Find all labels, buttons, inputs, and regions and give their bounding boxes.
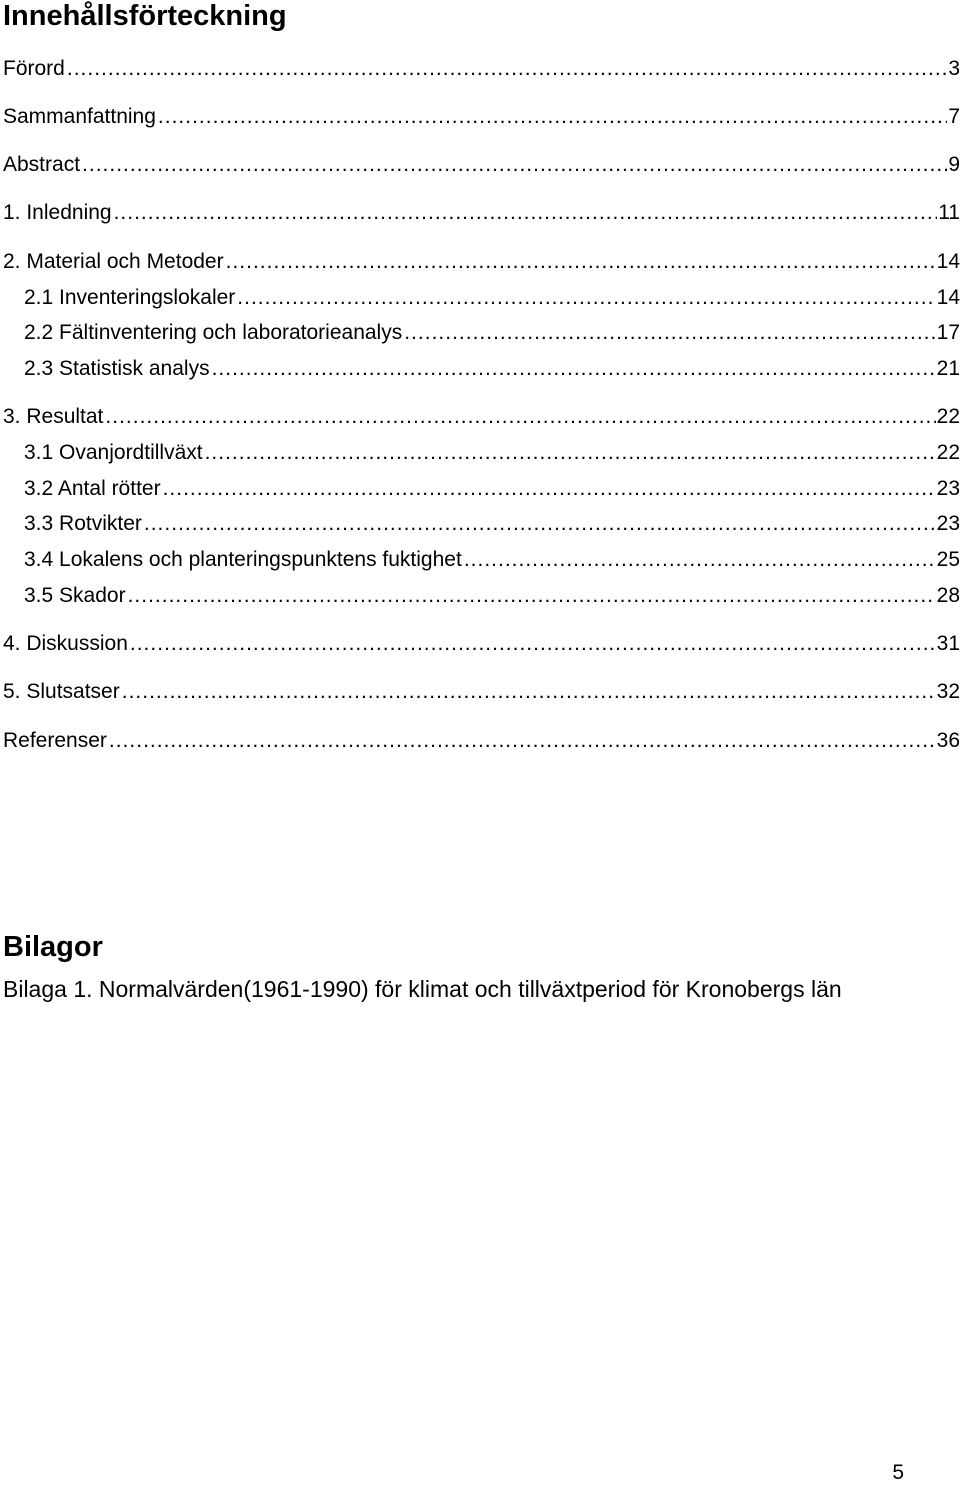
toc-entry-page: 32 — [936, 680, 960, 703]
toc-entry-page: 11 — [938, 201, 960, 224]
toc-entry-label: 3.4 Lokalens och planteringspunktens fuktighet — [24, 548, 462, 571]
toc-entry-material-och-metoder[interactable] — [3, 247, 960, 277]
toc-entry-page: 23 — [936, 477, 960, 500]
toc-entry-label: 2. Material och Metoder — [3, 250, 224, 273]
toc-entry-skador[interactable] — [24, 581, 960, 611]
page-number: 5 — [892, 1461, 904, 1484]
toc-entry-label: 2.2 Fältinventering och laboratorieanalys — [24, 321, 403, 344]
toc-entry-label: 2.1 Inventeringslokaler — [24, 286, 236, 309]
toc-entry-forord[interactable] — [3, 54, 960, 84]
dot-leader — [109, 726, 936, 756]
toc-title: Innehållsförteckning — [3, 0, 287, 32]
dot-leader — [82, 150, 947, 180]
dot-leader — [226, 247, 936, 277]
toc-entry-abstract[interactable] — [3, 150, 960, 180]
toc-entry-page: 14 — [936, 250, 960, 273]
dot-leader — [130, 629, 936, 659]
toc-entry-page: 9 — [948, 153, 960, 176]
toc-entry-resultat[interactable] — [3, 402, 960, 432]
toc-entry-page: 21 — [936, 357, 960, 380]
toc-entry-label: Sammanfattning — [3, 105, 156, 128]
toc-entry-statistisk-analys[interactable] — [24, 354, 960, 384]
toc-entry-page: 22 — [936, 405, 960, 428]
toc-entry-page: 7 — [948, 105, 960, 128]
toc-entry-label: 5. Slutsatser — [3, 680, 120, 703]
dot-leader — [404, 318, 935, 348]
dot-leader — [105, 402, 935, 432]
toc-entry-label: 4. Diskussion — [3, 632, 128, 655]
dot-leader — [163, 474, 936, 504]
dot-leader — [128, 581, 936, 611]
toc-entry-faltinventering[interactable] — [24, 318, 960, 348]
toc-entry-page: 28 — [936, 584, 960, 607]
toc-entry-label: Förord — [3, 57, 65, 80]
toc-entry-page: 31 — [936, 632, 960, 655]
toc-entry-ovanjordtillvaxt[interactable] — [24, 438, 960, 468]
toc-entry-inledning[interactable] — [3, 198, 960, 228]
toc-entry-page: 36 — [936, 729, 960, 752]
dot-leader — [464, 545, 936, 575]
toc-entry-label: 3.2 Antal rötter — [24, 477, 161, 500]
dot-leader — [122, 677, 936, 707]
dot-leader — [212, 354, 936, 384]
appendix-title: Bilagor — [3, 931, 103, 963]
toc-entry-label: Referenser — [3, 729, 107, 752]
toc-entry-referenser[interactable] — [3, 726, 960, 756]
toc-entry-page: 25 — [936, 548, 960, 571]
dot-leader — [205, 438, 936, 468]
toc-entry-rotvikter[interactable] — [24, 509, 960, 539]
toc-entry-label: Abstract — [3, 153, 81, 176]
toc-entry-page: 22 — [936, 441, 960, 464]
toc-entry-page: 17 — [936, 321, 960, 344]
dot-leader — [67, 54, 947, 84]
toc-entry-label: 3.1 Ovanjordtillväxt — [24, 441, 203, 464]
dot-leader — [144, 509, 936, 539]
dot-leader — [237, 283, 935, 313]
toc-entry-antal-rotter[interactable] — [24, 474, 960, 504]
toc-entry-slutsatser[interactable] — [3, 677, 960, 707]
toc-entry-page: 3 — [948, 57, 960, 80]
toc-entry-page: 14 — [936, 286, 960, 309]
toc-entry-diskussion[interactable] — [3, 629, 960, 659]
toc-entry-label: 3.5 Skador — [24, 584, 126, 607]
toc-entry-inventeringslokaler[interactable] — [24, 283, 960, 313]
toc-entry-lokalens-fuktighet[interactable] — [24, 545, 960, 575]
toc-entry-page: 23 — [936, 512, 960, 535]
toc-entry-label: 1. Inledning — [3, 201, 112, 224]
toc-entry-sammanfattning[interactable] — [3, 102, 960, 132]
dot-leader — [114, 198, 938, 228]
toc-entry-label: 3. Resultat — [3, 405, 104, 428]
dot-leader — [158, 102, 947, 132]
appendix-item: Bilaga 1. Normalvärden(1961-1990) för klimat och tillväxtperiod för Kronobergs län — [3, 976, 842, 1002]
toc-entry-label: 2.3 Statistisk analys — [24, 357, 210, 380]
toc-entry-label: 3.3 Rotvikter — [24, 512, 142, 535]
